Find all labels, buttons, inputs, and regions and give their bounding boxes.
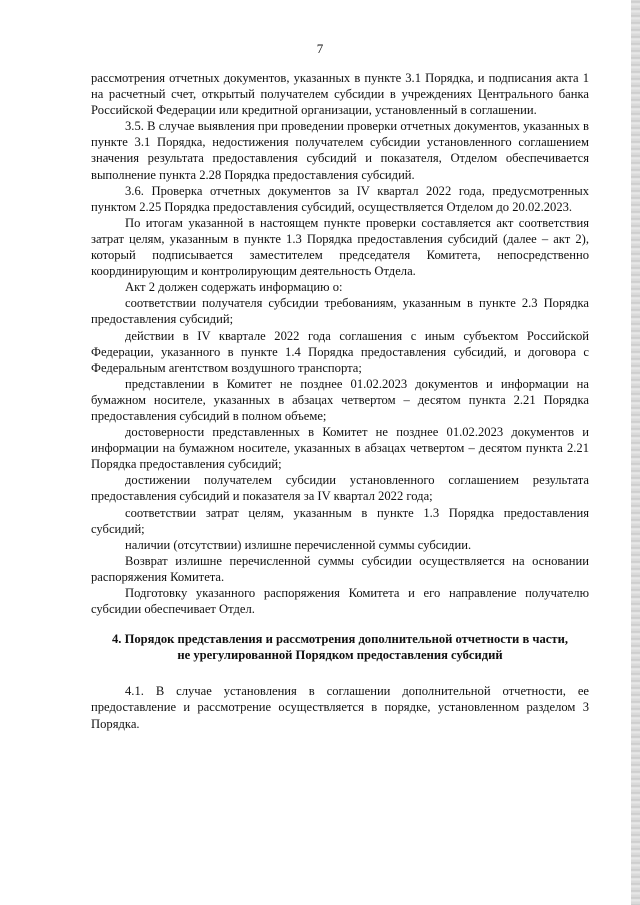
paragraph: Подготовку указанного распоряжения Комитета и его направление получателю субсидии обеспечивает Отдел.	[91, 586, 589, 617]
paragraph: рассмотрения отчетных документов, указанных в пункте 3.1 Порядка, и подписания акта 1 на расчетный счет, открытый получателем субсидии в учреждениях Центрального банка Российской Федерации или кредитной организации, установленный в соглашении.	[91, 71, 589, 118]
section-heading-line-1: 4. Порядок представления и рассмотрения дополнительной отчетности в части,	[111, 632, 568, 647]
paragraph: соответствии затрат целям, указанным в пункте 1.3 Порядка предоставления субсидий;	[91, 505, 589, 536]
paragraph: 4.1. В случае установления в соглашении дополнительной отчетности, ее предоставление и рассмотрение осуществляется в порядке, установленном разделом 3 Порядка.	[91, 684, 589, 731]
page-number: 7	[316, 41, 324, 56]
scan-edge-shadow	[631, 0, 640, 905]
document-body	[91, 70, 589, 732]
paragraph: Акт 2 должен содержать информацию о:	[125, 280, 343, 295]
paragraph: достижении получателем субсидии установленного соглашением результата предоставления субсидий и показателя за IV квартал 2022 года;	[91, 473, 589, 504]
paragraph: представлении в Комитет не позднее 01.02.2023 документов и информации на бумажном носителе, указанных в абзацах четвертом – десятом пункта 2.21 Порядка предоставления субсидий в полном объеме;	[91, 376, 589, 423]
paragraph: 3.6. Проверка отчетных документов за IV квартал 2022 года, предусмотренных пунктом 2.25 Порядка предоставления субсидий, осуществляется Отделом до 20.02.2023.	[91, 183, 589, 214]
paragraph: наличии (отсутствии) излишне перечисленной суммы субсидии.	[125, 537, 472, 552]
section-heading	[91, 631, 589, 663]
section-heading-line-2: не урегулированной Порядком предоставления субсидий	[177, 648, 503, 663]
paragraph: достоверности представленных в Комитет не позднее 01.02.2023 документов и информации на бумажном носителе, указанных в абзацах четвертом – десятом пункта 2.21 Порядка предоставления субсидий;	[91, 425, 589, 472]
paragraph: действии в IV квартале 2022 года соглашения с иным субъектом Российской Федерации, указанного в пункте 1.4 Порядка предоставления субсидий, и договора с Федеральным агентством воздушного транспорта;	[91, 328, 589, 375]
paragraph: соответствии получателя субсидии требованиям, указанным в пункте 2.3 Порядка предоставления субсидий;	[91, 296, 589, 327]
paragraph: По итогам указанной в настоящем пункте проверки составляется акт соответствия затрат целям, указанным в пункте 1.3 Порядка предоставления субсидий (далее – акт 2), который подписывается заместителем председателя Комитета, непосредственно координирующим и контролирующим деятельность Отдела.	[91, 215, 589, 279]
paragraph: 3.5. В случае выявления при проведении проверки отчетных документов, указанных в пункте 3.1 Порядка, недостижения получателем субсидии установленного соглашением значения результата предоставления субсидий и показателя, Отделом обеспечивается выполнение пункта 2.28 Порядка предоставления субсидий.	[91, 119, 589, 182]
paragraph: Возврат излишне перечисленной суммы субсидии осуществляется на основании распоряжения Комитета.	[91, 553, 589, 584]
